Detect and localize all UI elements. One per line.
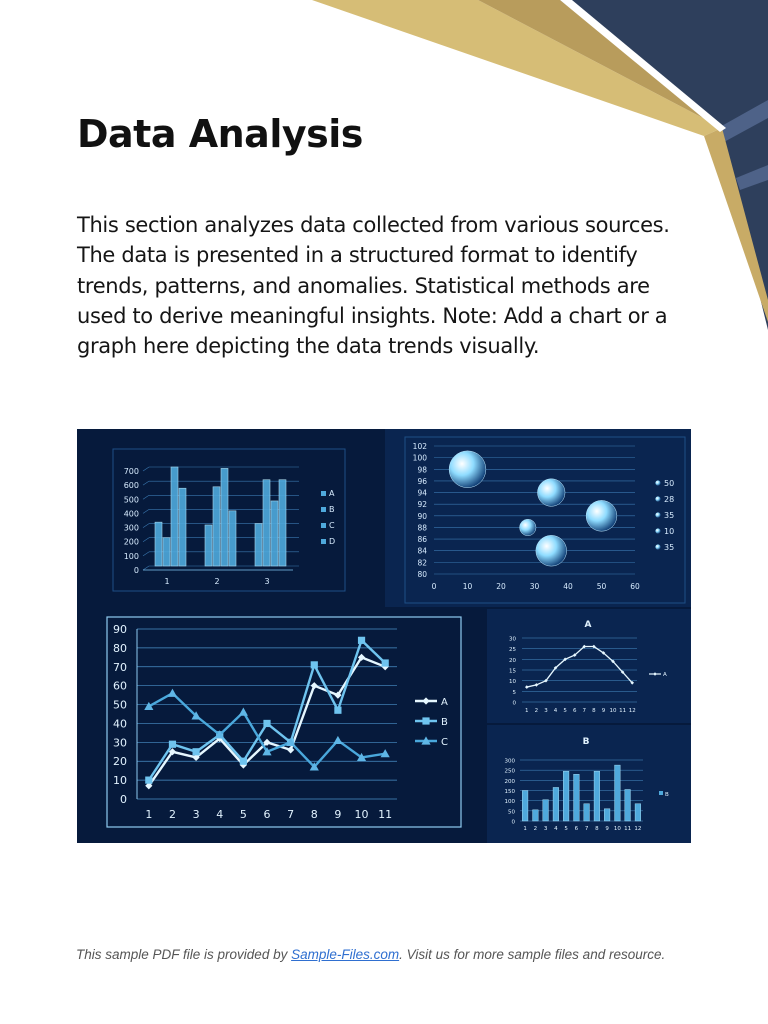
x-tick-label: 10 [462, 582, 473, 591]
data-point [145, 777, 152, 784]
bar [205, 525, 212, 566]
y-tick-label: 10 [509, 679, 516, 686]
data-point [358, 637, 365, 644]
bar [255, 524, 262, 566]
y-tick-label: 300 [504, 758, 515, 765]
legend-swatch [321, 491, 326, 496]
x-tick-label: 4 [554, 826, 558, 832]
legend-swatch [655, 528, 660, 533]
legend-label: B [665, 792, 669, 798]
x-tick-label: 3 [543, 826, 548, 832]
chart-title: B [582, 737, 590, 747]
y-tick-label: 90 [113, 623, 127, 636]
bar [221, 468, 228, 566]
x-tick-label: 3 [544, 708, 548, 714]
data-point [240, 758, 247, 765]
legend-label: 35 [664, 511, 675, 520]
x-tick-label: 1 [164, 577, 170, 586]
x-tick-label: 0 [431, 582, 437, 591]
y-tick-label: 96 [417, 476, 427, 486]
y-tick-label: 15 [509, 668, 516, 675]
y-tick-label: 600 [123, 481, 139, 491]
y-tick-label: 80 [113, 641, 127, 655]
x-tick-label: 10 [609, 708, 617, 714]
bubble [520, 519, 536, 535]
legend-label: 50 [664, 479, 675, 488]
x-tick-label: 8 [592, 708, 596, 714]
bar [263, 480, 270, 566]
x-tick-label: 20 [496, 582, 506, 591]
y-tick-label: 300 [123, 523, 139, 533]
footer-note [76, 947, 716, 962]
legend-swatch [655, 496, 660, 501]
x-tick-label: 11 [378, 808, 393, 821]
x-tick-label: 8 [595, 826, 599, 832]
data-point [263, 720, 270, 727]
page-title: Data Analysis [77, 112, 363, 156]
x-tick-label: 3 [192, 808, 200, 821]
x-tick-label: 7 [287, 808, 295, 821]
legend-label: 28 [664, 495, 675, 504]
bar [584, 804, 590, 821]
bar [271, 501, 278, 566]
y-tick-label: 82 [417, 558, 427, 568]
x-tick-label: 4 [216, 808, 224, 821]
bubble [536, 535, 567, 566]
y-tick-label: 80 [417, 570, 427, 579]
y-tick-label: 25 [509, 647, 516, 654]
x-tick-label: 1 [145, 808, 153, 821]
x-tick-label: 6 [572, 708, 577, 714]
x-tick-label: 40 [563, 582, 573, 591]
data-point [192, 748, 199, 755]
bar [594, 771, 600, 821]
y-tick-label: 60 [113, 679, 127, 693]
x-tick-label: 5 [239, 808, 247, 821]
y-tick-label: 150 [504, 789, 515, 795]
footer-suffix: . Visit us for more sample files and resource. [399, 947, 666, 962]
y-tick-label: 400 [123, 509, 139, 519]
bar [179, 488, 186, 566]
x-tick-label: 8 [310, 808, 318, 821]
x-tick-label: 7 [582, 708, 587, 714]
y-tick-label: 700 [123, 467, 139, 476]
x-tick-label: 5 [564, 826, 568, 832]
legend-label: C [441, 737, 448, 748]
x-tick-label: 2 [214, 577, 220, 586]
legend-label: D [329, 537, 336, 546]
y-tick-label: 0 [133, 566, 139, 575]
bar [574, 774, 580, 821]
legend-label: A [663, 672, 667, 678]
legend-label: 10 [664, 527, 675, 536]
y-tick-label: 84 [417, 546, 427, 556]
y-tick-label: 102 [412, 442, 427, 451]
bubble [449, 451, 486, 488]
data-point [334, 707, 341, 714]
x-tick-label: 3 [264, 577, 270, 586]
legend-swatch [321, 507, 326, 512]
legend-label: B [441, 717, 448, 728]
y-tick-label: 50 [508, 809, 515, 816]
x-tick-label: 60 [630, 582, 640, 591]
x-tick-label: 5 [563, 708, 567, 714]
legend-swatch [655, 512, 660, 517]
y-tick-label: 90 [417, 511, 427, 521]
x-tick-label: 9 [334, 808, 342, 821]
x-tick-label: 10 [354, 808, 369, 821]
x-tick-label: 12 [634, 826, 642, 832]
chart-figure [77, 429, 691, 843]
x-tick-label: 30 [529, 582, 540, 591]
x-tick-label: 2 [168, 808, 176, 821]
data-point [311, 661, 318, 668]
y-tick-label: 86 [417, 535, 427, 545]
legend-label: 35 [664, 543, 675, 552]
legend-label: A [441, 697, 448, 708]
bar [543, 800, 549, 821]
x-tick-label: 10 [613, 826, 621, 832]
bar [213, 487, 220, 566]
bubble [586, 500, 617, 531]
bar [533, 810, 539, 821]
data-point [169, 741, 176, 748]
y-tick-label: 40 [113, 717, 127, 731]
y-tick-label: 20 [113, 755, 127, 769]
y-tick-label: 30 [509, 636, 516, 643]
x-tick-label: 6 [263, 808, 271, 821]
body-paragraph: This section analyzes data collected from various sources. The data is presented in a structured format to identify trends, patterns, and anomalies. Statistical methods are used to derive meaningful insights. Note: Add a chart or a graph here depicting the data trends visually. [77, 213, 670, 359]
x-tick-label: 9 [601, 708, 606, 714]
x-tick-label: 6 [574, 826, 579, 832]
y-tick-label: 0 [512, 700, 516, 707]
legend-swatch [321, 539, 326, 544]
legend-label: A [329, 489, 335, 498]
legend-swatch [321, 523, 326, 528]
legend-label: B [329, 505, 335, 514]
y-tick-label: 5 [512, 689, 516, 696]
y-tick-label: 0 [120, 793, 127, 806]
data-point [422, 717, 429, 724]
y-tick-label: 100 [504, 799, 515, 806]
x-tick-label: 12 [628, 708, 636, 714]
y-tick-label: 20 [509, 657, 516, 664]
x-tick-label: 2 [533, 826, 538, 832]
footer-link[interactable]: Sample-Files.com [291, 947, 400, 962]
y-tick-label: 100 [412, 453, 427, 463]
bar [163, 538, 170, 566]
y-tick-label: 88 [417, 523, 427, 533]
bar [279, 480, 286, 566]
y-tick-label: 250 [504, 768, 515, 775]
bar [635, 804, 641, 821]
bar [522, 791, 528, 822]
bar [553, 787, 559, 821]
x-tick-label: 1 [525, 708, 529, 714]
panel-bg [385, 429, 691, 607]
legend-swatch [655, 544, 660, 549]
y-tick-label: 98 [417, 465, 427, 475]
bar [615, 765, 621, 821]
chart-title: A [584, 620, 592, 630]
x-tick-label: 50 [596, 582, 607, 591]
bar [604, 809, 610, 821]
x-tick-label: 11 [619, 708, 627, 714]
bar [155, 522, 162, 566]
y-tick-label: 500 [123, 495, 139, 505]
bar [563, 771, 569, 821]
y-tick-label: 10 [113, 774, 127, 788]
y-tick-label: 30 [113, 736, 127, 750]
y-tick-label: 100 [123, 551, 139, 561]
x-tick-label: 11 [624, 826, 632, 832]
footer-prefix: This sample PDF file is provided by [76, 947, 292, 962]
legend-swatch [655, 480, 660, 485]
charts-svg [77, 429, 691, 843]
bar [625, 789, 631, 821]
y-tick-label: 0 [511, 819, 515, 826]
legend-swatch [659, 791, 663, 795]
y-tick-label: 200 [123, 537, 139, 547]
y-tick-label: 70 [113, 660, 127, 674]
legend-label: C [329, 521, 335, 530]
bubble [537, 479, 565, 507]
y-tick-label: 94 [417, 488, 427, 498]
bar [229, 511, 236, 566]
bar [171, 467, 178, 566]
data-point [382, 659, 389, 666]
x-tick-label: 7 [584, 826, 589, 832]
x-tick-label: 1 [523, 826, 527, 832]
y-tick-label: 50 [113, 698, 127, 712]
x-tick-label: 9 [605, 826, 609, 832]
y-tick-label: 200 [504, 778, 515, 785]
x-tick-label: 2 [534, 708, 539, 714]
x-tick-label: 4 [553, 708, 558, 714]
y-tick-label: 92 [417, 500, 427, 510]
